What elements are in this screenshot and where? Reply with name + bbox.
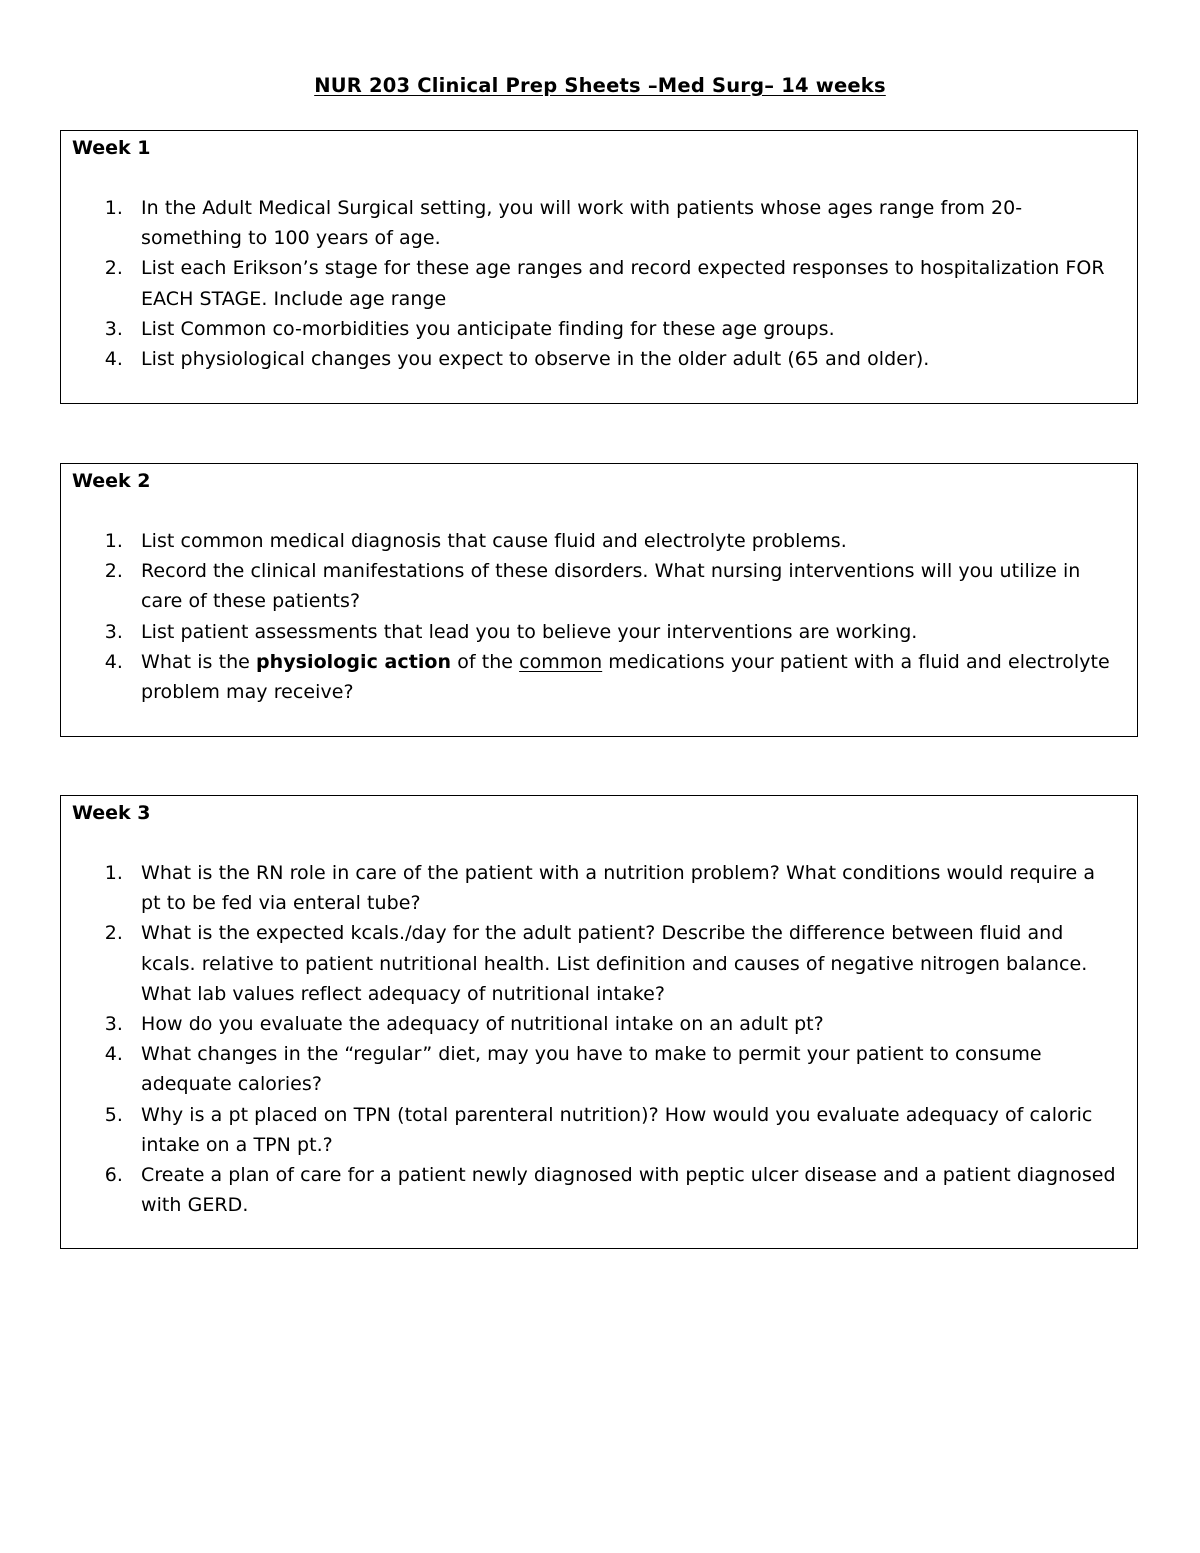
item-number: 2.	[104, 922, 123, 945]
underlined-text: common	[519, 650, 603, 673]
question-list	[61, 858, 1117, 1220]
list-item	[61, 617, 1117, 647]
item-text: What is the expected kcals./day for the adult patient? Describe the difference between fluid and kcals. relative to patient nutritional health. List definition and causes of negative nitrogen balance. What lab values reflect adequacy of nutritional intake?	[141, 922, 1088, 1005]
item-text: List patient assessments that lead you to believe your interventions are working.	[141, 620, 918, 643]
week-heading: Week 3	[72, 802, 151, 824]
question-list	[61, 193, 1117, 374]
item-text: List common medical diagnosis that cause fluid and electrolyte problems.	[141, 530, 847, 552]
list-item	[61, 1100, 1117, 1160]
list-item	[61, 193, 1117, 253]
list-item	[61, 344, 1117, 374]
list-item	[61, 314, 1117, 344]
item-number: 4.	[104, 348, 123, 371]
question-list	[61, 526, 1117, 707]
list-item	[61, 1039, 1117, 1099]
item-text-start: What is the	[141, 650, 256, 673]
list-item	[61, 1009, 1117, 1039]
list-item	[61, 253, 1117, 313]
item-number: 1.	[104, 197, 123, 219]
page-title: NUR 203 Clinical Prep Sheets –Med Surg– 14 weeks	[314, 74, 886, 97]
item-number: 3.	[104, 620, 123, 643]
week-heading: Week 2	[72, 470, 151, 492]
item-text: What changes in the “regular” diet, may you have to make to permit your patient to consume adequate calories?	[141, 1043, 1042, 1096]
item-number: 1.	[104, 862, 123, 884]
item-number: 1.	[104, 530, 123, 552]
week-3-box	[60, 795, 1138, 1249]
list-item	[61, 1160, 1117, 1220]
item-text-middle: of the	[451, 650, 520, 673]
item-text: What is the RN role in care of the patient with a nutrition problem? What conditions would require a pt to be fed via enteral tube?	[141, 862, 1096, 915]
list-item	[61, 858, 1117, 918]
item-text: List each Erikson’s stage for these age ranges and record expected responses to hospitalization FOR EACH STAGE. Include age range	[141, 257, 1105, 310]
item-number: 4.	[104, 1043, 123, 1066]
emphasis-text: physiologic action	[256, 650, 452, 673]
item-text: List Common co-morbidities you anticipate finding for these age groups.	[141, 317, 835, 340]
item-text: Why is a pt placed on TPN (total parenteral nutrition)? How would you evaluate adequacy of caloric intake on a TPN pt.?	[141, 1103, 1093, 1156]
list-item	[61, 526, 1117, 556]
item-number: 2.	[104, 560, 123, 583]
item-text-end: medications your patient with a fluid and electrolyte problem may receive?	[141, 650, 1110, 704]
week-1-box	[60, 130, 1138, 404]
week-2-box	[60, 463, 1138, 737]
item-text: List physiological changes you expect to observe in the older adult (65 and older).	[141, 348, 930, 371]
list-item	[61, 918, 1117, 1009]
item-text: In the Adult Medical Surgical setting, you will work with patients whose ages range from 20-something to 100 years of age.	[141, 197, 1023, 250]
list-item	[61, 556, 1117, 616]
item-number: 3.	[104, 317, 123, 340]
item-number: 5.	[104, 1103, 123, 1126]
item-number: 4.	[104, 650, 123, 673]
item-number: 6.	[104, 1164, 123, 1187]
item-number: 3.	[104, 1013, 123, 1036]
item-text: How do you evaluate the adequacy of nutritional intake on an adult pt?	[141, 1013, 824, 1036]
item-text: Create a plan of care for a patient newly diagnosed with peptic ulcer disease and a patient diagnosed with GERD.	[141, 1164, 1116, 1217]
list-item	[61, 647, 1117, 707]
item-text: Record the clinical manifestations of these disorders. What nursing interventions will you utilize in care of these patients?	[141, 560, 1081, 613]
week-heading: Week 1	[72, 137, 151, 159]
item-number: 2.	[104, 257, 123, 280]
